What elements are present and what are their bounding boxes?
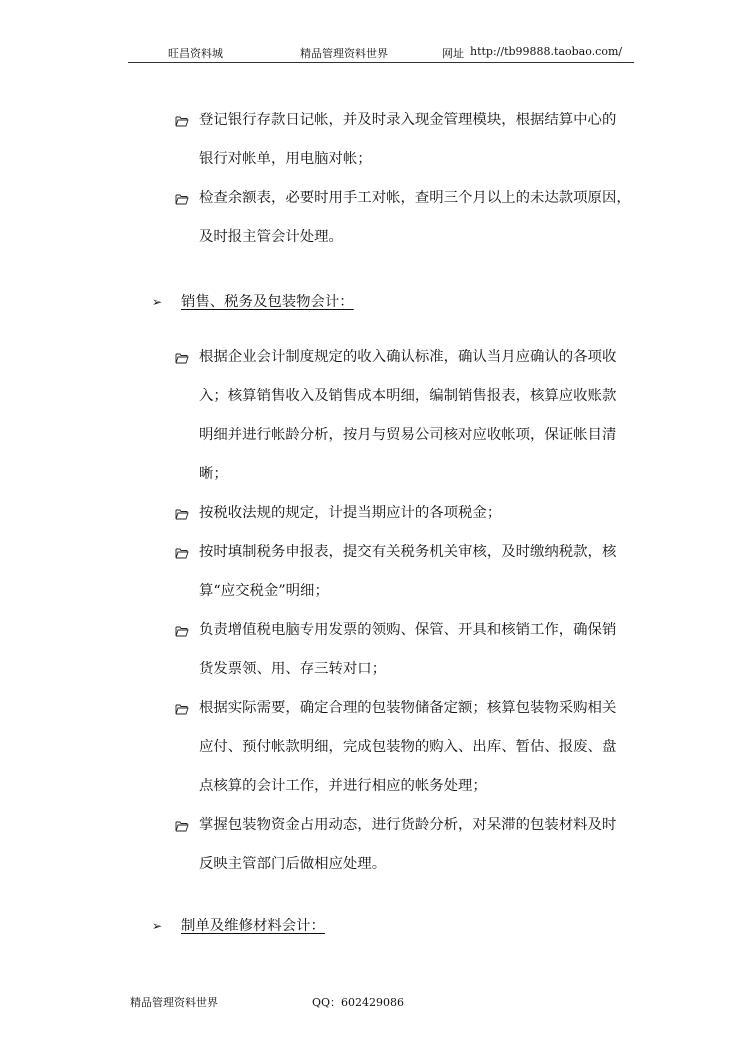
list-item-line: 货发票领、用、存三转对口； <box>199 661 387 677</box>
header-url: http://tb99888.taobao.com/ <box>470 45 623 58</box>
folder-icon <box>175 192 189 206</box>
folder-icon <box>175 702 189 716</box>
header-left-text: 旺昌资料城 <box>168 47 223 60</box>
list-item-line: 登记银行存款日记帐，并及时录入现金管理模块，根据结算中心的 <box>199 112 617 128</box>
footer-left-text: 精品管理资料世界 <box>130 996 218 1009</box>
list-item-line: 掌握包装物资金占用动态，进行货龄分析，对呆滞的包装材料及时 <box>199 817 617 833</box>
folder-icon <box>175 546 189 560</box>
list-item-line: 入；核算销售收入及销售成本明细，编制销售报表，核算应收账款 <box>199 388 617 404</box>
arrowhead-icon: ➢ <box>152 295 163 309</box>
list-item-line: 按税收法规的规定，计提当期应计的各项税金； <box>199 505 502 521</box>
header-site-label: 网址 <box>442 47 464 60</box>
folder-icon <box>175 351 189 365</box>
list-item-line: 点核算的会计工作，并进行相应的帐务处理； <box>199 778 487 794</box>
footer-qq: QQ：602429086 <box>312 996 405 1009</box>
folder-icon <box>175 819 189 833</box>
list-item-line: 按时填制税务申报表，提交有关税务机关审核，及时缴纳税款，核 <box>199 544 617 560</box>
folder-icon <box>175 507 189 521</box>
list-item-line: 根据实际需要，确定合理的包装物储备定额；核算包装物采购相关 <box>199 700 617 716</box>
list-item-line: 根据企业会计制度规定的收入确认标准，确认当月应确认的各项收 <box>199 349 617 365</box>
folder-icon <box>175 624 189 638</box>
list-item-line: 反映主管部门后做相应处理。 <box>199 856 387 872</box>
list-item-line: 算“应交税金”明细； <box>199 583 329 599</box>
list-item-line: 银行对帐单，用电脑对帐； <box>199 151 372 167</box>
list-item-line: 检查余额表，必要时用手工对帐，查明三个月以上的未达款项原因， <box>199 190 631 206</box>
list-item-line: 及时报主管会计处理。 <box>199 229 343 245</box>
section-heading <box>181 916 325 936</box>
section-heading <box>181 292 354 312</box>
folder-icon <box>175 114 189 128</box>
header-middle-text: 精品管理资料世界 <box>300 47 388 60</box>
list-item-line: 负责增值税电脑专用发票的领购、保管、开具和核销工作，确保销 <box>199 622 617 638</box>
section-heading-text: 销售、税务及包装物会计： <box>181 294 354 310</box>
section-heading-text: 制单及维修材料会计： <box>181 918 325 934</box>
list-item-line: 应付、预付帐款明细，完成包装物的购入、出库、暂估、报废、盘 <box>199 739 617 755</box>
arrowhead-icon: ➢ <box>152 919 163 933</box>
list-item-line: 明细并进行帐龄分析，按月与贸易公司核对应收帐项，保证帐目清 <box>199 427 617 443</box>
list-item-line: 晰； <box>199 466 228 482</box>
page-header <box>128 40 634 63</box>
